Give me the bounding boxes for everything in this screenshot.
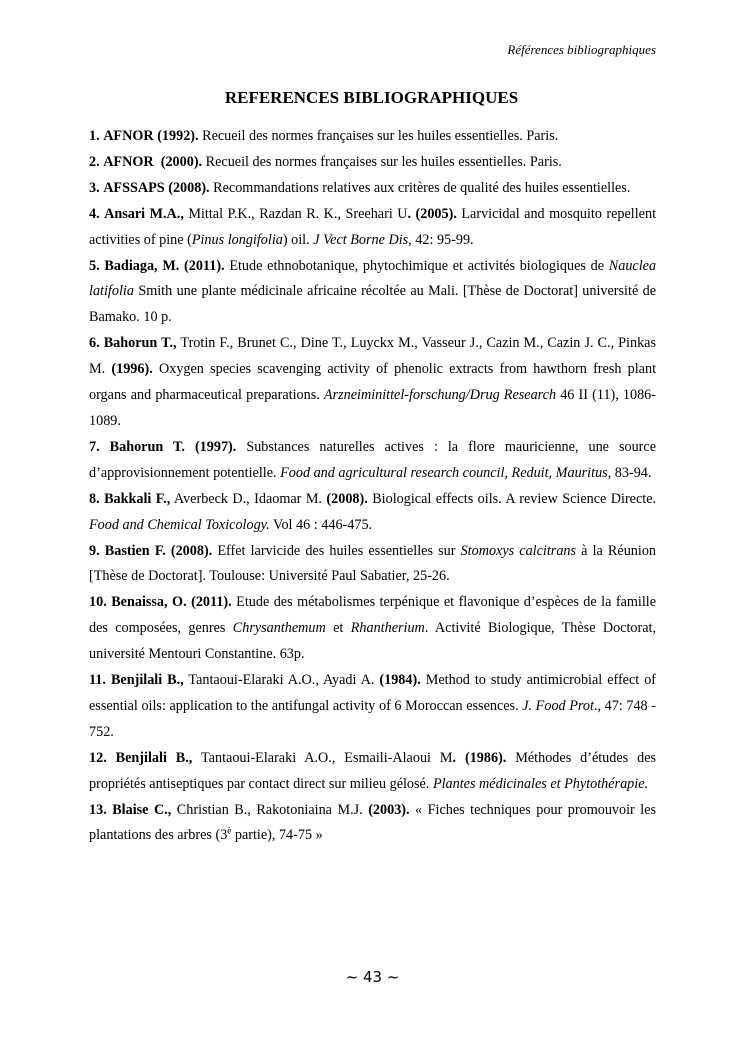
reference-item: 4. Ansari M.A., Mittal P.K., Razdan R. K., Sreehari U. (2005). Larvicidal and mosquito repellent activities of pine (Pinus longifolia) oil. J Vect Borne Dis, 42: 95-99. — [89, 205, 657, 248]
reference-item: 1. AFNOR (1992). Recueil des normes françaises sur les huiles essentielles. Paris. — [89, 128, 559, 144]
reference-item: 3. AFSSAPS (2008). Recommandations relatives aux critères de qualité des huiles essentielles. — [89, 179, 631, 196]
reference-item: 8. Bakkali F., Averbeck D., Idaomar M. (2008). Biological effects oils. A review Science Directe. Food and Chemical Toxicology. Vol 46 : 446-475. — [89, 490, 657, 533]
reference-item: 10. Benaissa, O. (2011). Etude des métabolismes terpénique et flavonique d’espèces de la famille des composées, genres Chrysanthemum et Rhantherium. Activité Biologique, Thèse Doctorat, université Mentouri Constantine. 63p. — [89, 594, 657, 663]
reference-item: 12. Benjilali B., Tantaoui-Elaraki A.O., Esmaili-Alaoui M. (1986). Méthodes d’études des propriétés antiseptiques par contact direct sur milieu gélosé. Plantes médicinales et Phytothérapie. — [89, 749, 657, 792]
reference-item: 11. Benjilali B., Tantaoui-Elaraki A.O., Ayadi A. (1984). Method to study antimicrobial effect of essential oils: application to the antifungal activity of 6 Moroccan essences. J. Food Prot., 47: 748 - 752. — [89, 672, 657, 740]
reference-item: 13. Blaise C., Christian B., Rakotoniaina M.J. (2003). « Fiches techniques pour promouvoir les plantations des arbres ($3^è$ partie), 74-75 » — [89, 801, 657, 844]
reference-item: 5. Badiaga, M. (2011). Etude ethnobotanique, phytochimique et activités biologiques de Nauclea latifolia Smith une plante médicinale africaine récoltée au Mali. [Thèse de Doctorat] université de Bamako. 10 p. — [89, 257, 657, 326]
page-title: REFERENCES BIBLIOGRAPHIQUES — [224, 88, 519, 107]
reference-item: 6. Bahorun T., Trotin F., Brunet C., Dine T., Luyckx M., Vasseur J., Cazin M., Cazin J. C., Pinkas M. (1996). Oxygen species scavenging activity of phenolic extracts from hawthorn fresh plant organs and pharmaceutical preparations. Arzneiminittel-forschung/Drug Research 46 II (11), 1086-1089. — [89, 335, 657, 429]
page-number: ~ 43 ~ — [345, 968, 400, 986]
running-header: Références bibliographiques — [507, 42, 656, 57]
reference-item: 7. Bahorun T. (1997). Substances naturelles actives : la flore mauricienne, une source d’approvisionnement potentielle. Food and agricultural research council, Reduit, Mauritus, 83-94. — [89, 438, 656, 481]
reference-list — [89, 124, 656, 849]
reference-item: 2. AFNOR (2000). Recueil des normes françaises sur les huiles essentielles. Paris. — [89, 153, 562, 170]
reference-item: 9. Bastien F. (2008). Effet larvicide des huiles essentielles sur Stomoxys calcitrans à la Réunion [Thèse de Doctorat]. Toulouse: Université Paul Sabatier, 25-26. — [89, 542, 657, 585]
